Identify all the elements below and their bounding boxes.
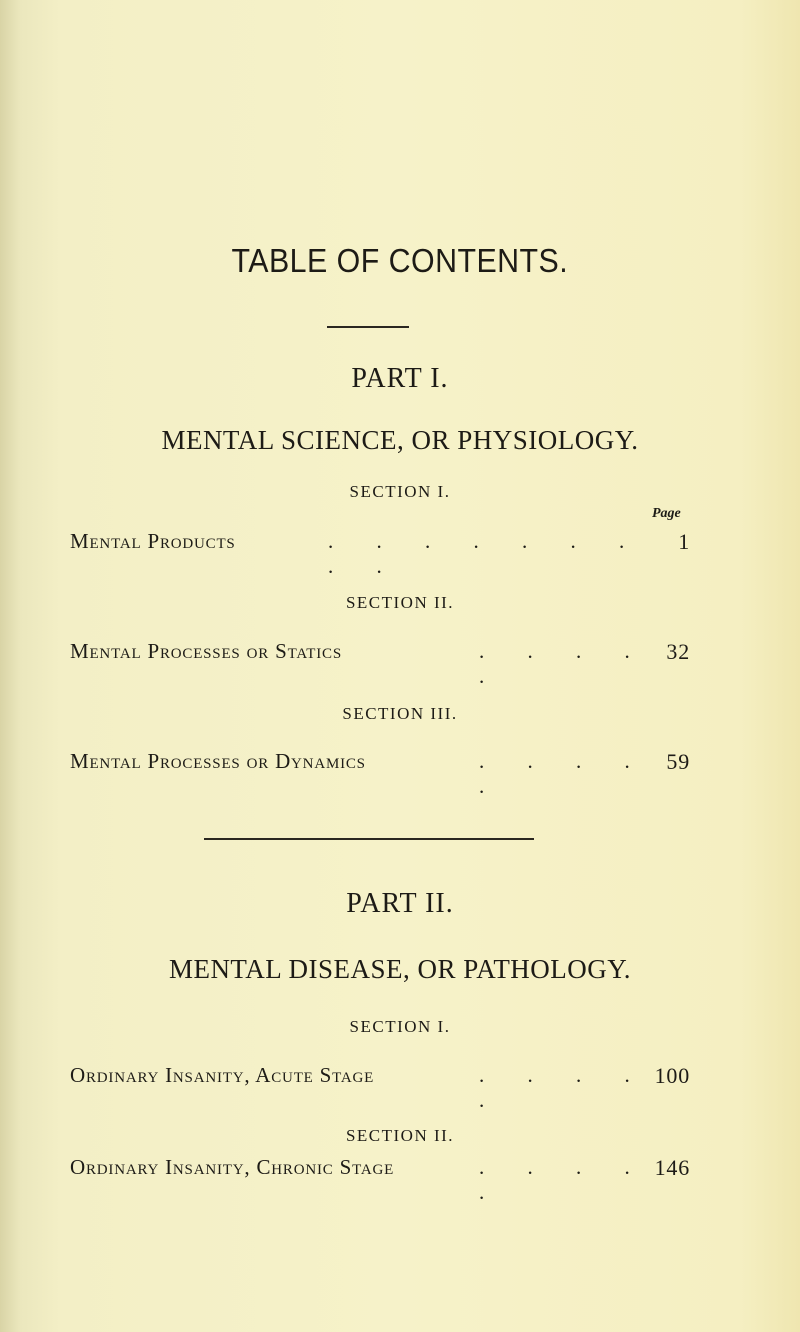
part-1-section-3-heading: SECTION III. <box>342 704 458 723</box>
toc-entry[interactable] <box>70 529 690 578</box>
toc-entry-leader: . . . . . . . . . <box>328 529 644 578</box>
part-2-section-2-heading: SECTION II. <box>345 1126 455 1145</box>
part-divider <box>204 838 534 840</box>
part-2-section-1-heading: SECTION I. <box>349 1017 451 1036</box>
toc-entry-page: 100 <box>654 1063 690 1088</box>
toc-entry-title: Mental Products <box>70 529 236 553</box>
toc-entry-title: Mental Processes or Statics <box>70 639 343 663</box>
part-1-subtitle: MENTAL SCIENCE, OR PHYSIOLOGY. <box>161 425 639 455</box>
toc-entry-title: Ordinary Insanity, Chronic Stage <box>70 1155 395 1179</box>
part-1-section-1-heading: SECTION I. <box>349 482 451 501</box>
toc-entry-page: 1 <box>678 529 690 554</box>
toc-entry-leader: . . . . . <box>479 1155 649 1204</box>
toc-entry-leader: . . . . . <box>479 1063 649 1112</box>
part-1-heading: PART I. <box>351 363 449 394</box>
toc-entry-page: 146 <box>654 1155 690 1180</box>
toc-entry-title: Mental Processes or Dynamics <box>70 749 366 773</box>
toc-entry-page: 32 <box>666 639 690 664</box>
toc-entry-page: 59 <box>666 749 690 774</box>
toc-entry[interactable] <box>70 1063 690 1112</box>
toc-entry-leader: . . . . . <box>479 749 649 798</box>
title-divider <box>327 326 409 328</box>
toc-entry[interactable] <box>70 1155 690 1204</box>
part-2-heading: PART II. <box>346 888 454 919</box>
page-title: TABLE OF CONTENTS. <box>231 242 569 279</box>
page-column-label: Page <box>652 506 681 521</box>
toc-entry-title: Ordinary Insanity, Acute Stage <box>70 1063 375 1087</box>
part-1-section-2-heading: SECTION II. <box>345 593 455 612</box>
toc-entry[interactable] <box>70 639 690 688</box>
toc-entry[interactable] <box>70 749 690 798</box>
part-2-subtitle: MENTAL DISEASE, OR PATHOLOGY. <box>168 954 632 984</box>
toc-entry-leader: . . . . . <box>479 639 649 688</box>
